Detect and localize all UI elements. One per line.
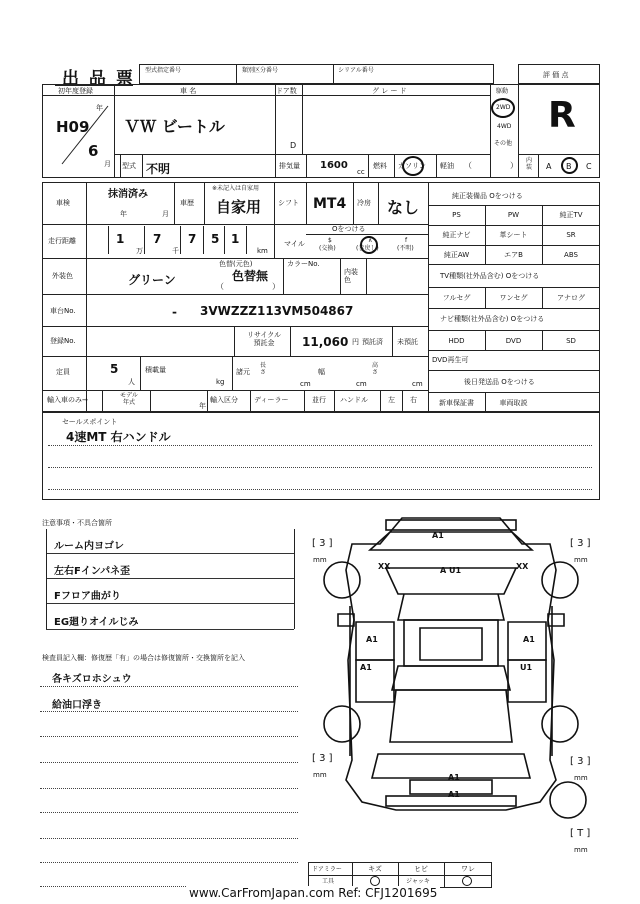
equip-aw: 純正AW: [443, 251, 470, 259]
import-year-mark: 年: [199, 402, 206, 410]
divider: [378, 182, 379, 224]
height-label: 高さ: [372, 362, 379, 376]
interior-c: C: [586, 162, 592, 171]
genuine-title: 純正装備品 Oをつける: [452, 192, 523, 200]
capacity-label: 定員: [56, 368, 70, 376]
sales-point-text: 4速MT 右ハンドル: [66, 430, 171, 444]
diagram-mark-left-door-rear: A1: [360, 663, 372, 672]
divider: [428, 205, 600, 206]
color-value: グリーン: [128, 273, 176, 287]
tread-fr-mm: mm: [574, 556, 588, 564]
ruled-line: [40, 736, 298, 737]
load-unit: kg: [216, 378, 225, 386]
divider: [380, 390, 381, 412]
divider: [114, 154, 490, 155]
dimensions-label: 諸元: [236, 368, 250, 376]
tread-fr: [ 3 ]: [570, 538, 591, 549]
navi-dvd: DVD: [505, 337, 522, 345]
mile-label: マイル: [284, 240, 305, 248]
sheet-title: 出 品 票: [62, 69, 135, 89]
tread-spare-value: T: [577, 828, 584, 839]
tread-fl-value: 3: [319, 538, 326, 549]
divider: [428, 225, 600, 226]
divider: [250, 390, 251, 412]
model-approval-label: 型式指定番号: [145, 67, 182, 74]
sales-point-label: セールスポイント: [62, 418, 118, 426]
ruled-line: [48, 467, 592, 468]
car-name: ＶＷ ビートル: [124, 117, 225, 136]
import-parallel: 並行: [312, 396, 326, 404]
opt2-circle: [360, 236, 378, 254]
tools-circle: [370, 876, 380, 886]
equip-airbag: エアB: [504, 251, 523, 259]
tv-title: TV種類(社外品含む) Oをつける: [440, 272, 540, 280]
mileage-digit-3: 7: [188, 232, 197, 246]
divider: [304, 390, 305, 412]
navi-title: ナビ種類(社外品含む) Oをつける: [440, 315, 545, 323]
divider: [42, 326, 428, 327]
vin-label: 車台No.: [50, 307, 76, 315]
fuel-paren-open: （: [464, 161, 472, 170]
divider: [42, 294, 428, 295]
divider: [174, 182, 175, 224]
handle-label: ハンドル: [340, 396, 368, 404]
length-label: 長さ: [260, 362, 267, 376]
handle-left: 左: [388, 396, 395, 404]
fuel-paren-close: ）: [510, 161, 518, 170]
tread-rr-mm: mm: [574, 774, 588, 782]
history-value: 自家用: [216, 198, 262, 216]
car-name-label: 車 名: [180, 87, 197, 95]
diagram-mark-left-front: XX: [378, 562, 391, 571]
divider: [274, 182, 275, 224]
drive-4wd: 4WD: [497, 123, 512, 130]
tv-oneseg: ワンセグ: [499, 294, 528, 302]
mileage-label: 走行距離: [48, 237, 76, 245]
fuel-gasoline-circle: [402, 156, 424, 176]
mileage-digit-5: 1: [231, 232, 240, 246]
displacement-label: 排気量: [279, 162, 300, 170]
import-dealer: ディーラー: [254, 396, 289, 404]
diagram-mark-left-door-front: A1: [366, 635, 378, 644]
import-type-label: 輸入区分: [210, 396, 238, 404]
ruled-line: [46, 603, 294, 604]
header-id-box: [139, 64, 494, 84]
doors-d: D: [290, 141, 297, 150]
divider: [428, 350, 600, 351]
diagram-mark-right-front: XX: [516, 562, 529, 571]
color-label: 外装色: [52, 272, 73, 280]
divider: [333, 64, 334, 84]
divider: [353, 182, 354, 224]
fuel-gasoline: ガソリン: [398, 162, 426, 170]
ruled-line: [40, 838, 298, 839]
tv-fullseg: フルセグ: [442, 294, 471, 302]
diagram-mark-right-door-front: A1: [523, 635, 535, 644]
divider: [394, 154, 395, 178]
opt1-mark: $: [328, 237, 332, 244]
divider: [368, 154, 369, 178]
drive-label: 駆動: [496, 88, 509, 95]
vin-dash: -: [172, 305, 177, 319]
divider: [538, 154, 539, 178]
divider: [306, 154, 307, 178]
mileage-digit-1: 1: [116, 232, 125, 246]
opt1-label: (交換): [319, 245, 336, 252]
divider: [42, 224, 428, 225]
recycle-label: リサイクル預託金: [246, 331, 282, 347]
opt2-mark: ∧: [368, 237, 373, 244]
equip-pw: PW: [507, 211, 520, 219]
divider: [366, 258, 367, 294]
legend-scratch: キズ: [368, 865, 382, 873]
ruled-line: [40, 762, 298, 763]
repaint-value: 色替無: [232, 269, 269, 283]
first-reg-year: H09: [56, 118, 90, 136]
color-no-label: カラーNo.: [287, 260, 320, 268]
divider: [203, 226, 204, 254]
year-mark: 年: [96, 104, 103, 112]
divider: [306, 234, 428, 235]
import-label: 輸入車のみ→: [47, 396, 88, 404]
divider: [224, 226, 225, 254]
divider: [108, 226, 109, 254]
divider: [42, 258, 428, 259]
divider: [180, 226, 181, 254]
dvd-label: DVD再生可: [432, 356, 469, 364]
recycle-not-deposited: 未預託: [397, 338, 418, 346]
shift-value: MT4: [313, 196, 347, 212]
legend-mirror: ドアミラー: [312, 866, 342, 873]
repaint-label: 色替(元色): [219, 260, 253, 268]
recycle-deposited: 預託済: [362, 338, 383, 346]
tv-analog: アナログ: [557, 294, 585, 302]
doors-label: ドア数: [276, 87, 297, 95]
diagram-mark-front: A1: [432, 531, 444, 540]
aftermarket-title: 後日発送品 Oをつける: [464, 378, 535, 386]
width-cm: cm: [356, 380, 367, 388]
vin-value: 3VWZZZ113VM504867: [200, 304, 354, 318]
equip-abs: ABS: [564, 251, 578, 259]
length-cm: cm: [300, 380, 311, 388]
ruled-line: [46, 553, 294, 554]
divider: [274, 224, 275, 258]
recycle-value: 11,060: [302, 335, 349, 349]
equip-leather: 革シート: [499, 231, 528, 239]
capacity-unit: 人: [128, 378, 135, 386]
mileage-digit-4: 5: [211, 232, 220, 246]
tread-spare: [ T ]: [570, 828, 591, 839]
rating-value: R: [548, 95, 576, 136]
tread-rr: [ 3 ]: [570, 756, 591, 767]
inspection-label: 車検: [56, 199, 70, 207]
opt2-label: (巻戻し): [356, 245, 379, 252]
diagram-mark-hood: A U1: [440, 566, 462, 575]
divider: [518, 84, 519, 178]
diagram-mark-rear: A1: [448, 790, 460, 799]
divider: [207, 390, 208, 412]
divider: [150, 390, 151, 412]
notes-label: 注意事項・不具合箇所: [42, 519, 112, 527]
ruled-line: [40, 788, 298, 789]
interior-b: B: [566, 162, 572, 171]
divider: [140, 356, 141, 390]
mileage-digit-2: 7: [153, 232, 162, 246]
interior-label: 内装: [526, 157, 533, 171]
divider: [234, 326, 235, 356]
mileage-man: 万: [136, 247, 143, 255]
car-damage-diagram: [300, 510, 600, 860]
tread-spare-mm: mm: [574, 846, 588, 854]
mileage-km: km: [257, 247, 268, 255]
tread-rl: [ 3 ]: [312, 753, 333, 764]
equip-ps: PS: [452, 211, 461, 219]
note-item-1: ルーム内ヨゴレ: [54, 541, 124, 552]
divider: [428, 330, 600, 331]
ruled-line: [40, 812, 298, 813]
mileage-sen: 千: [172, 247, 179, 255]
divider: [246, 226, 247, 254]
legend-break: ワレ: [461, 865, 475, 873]
ac-label: 冷房: [357, 199, 371, 207]
mileage-circle-note: Oをつける: [332, 225, 366, 233]
divider: [490, 84, 491, 178]
divider: [283, 258, 284, 294]
interior-b-circle: [561, 157, 578, 174]
ruled-line: [46, 629, 294, 630]
inspector-label: 検査員記入欄：修復歴「有」の場合は修復箇所・交換箇所を記入: [42, 654, 245, 662]
displacement-value: 1600: [320, 160, 348, 171]
ruled-line: [48, 445, 592, 446]
shift-label: シフト: [278, 199, 299, 207]
height-cm: cm: [412, 380, 423, 388]
width-label: 幅: [318, 368, 325, 376]
divider: [46, 529, 47, 629]
tread-fl-mm: mm: [313, 556, 327, 564]
displacement-unit: cc: [357, 168, 365, 176]
divider: [334, 390, 335, 412]
divider: [144, 226, 145, 254]
model-value: 不明: [146, 162, 171, 176]
divider: [42, 356, 428, 357]
tread-rl-value: 3: [319, 753, 326, 764]
first-reg-label: 初年度登録: [58, 87, 93, 95]
opt3-label: (不明): [397, 245, 414, 252]
divider: [402, 390, 403, 412]
divider: [86, 182, 87, 412]
divider: [428, 370, 600, 371]
divider: [436, 154, 437, 178]
history-label: 車歴: [180, 199, 194, 207]
divider: [518, 154, 600, 155]
drive-other: その他: [494, 140, 513, 147]
tread-fr-value: 3: [577, 538, 584, 549]
divider: [428, 287, 600, 288]
grade-label: グ レ ー ド: [372, 87, 407, 95]
divider: [114, 84, 115, 178]
interior-color-label: 内装色: [344, 268, 358, 284]
ruled-line: [46, 578, 294, 579]
model-year-label: モデル年式: [120, 392, 138, 406]
divider: [428, 308, 600, 309]
opt3-mark: f: [405, 237, 408, 244]
equip-sr: SR: [566, 231, 576, 239]
model-label: 型式: [122, 162, 136, 170]
divider: [275, 154, 276, 178]
ruled-line: [48, 489, 592, 490]
inspector-item-2: 給油口浮き: [52, 700, 102, 711]
note-item-4: EG廻りオイルじみ: [54, 617, 139, 628]
equip-tv: 純正TV: [559, 211, 583, 219]
legend-jack: ジャッキ: [406, 878, 430, 885]
registration-label: 登録No.: [50, 337, 76, 345]
divider: [236, 64, 237, 84]
color-paren-close: ）: [272, 282, 280, 291]
drive-2wd: 2WD: [496, 104, 511, 111]
inspector-item-1: 各キズロホシュウ: [52, 674, 132, 685]
equip-navi: 純正ナビ: [442, 231, 471, 239]
ruled-line: [40, 862, 298, 863]
divider: [340, 258, 341, 294]
divider: [428, 392, 600, 393]
tread-rr-value: 3: [577, 756, 584, 767]
fuel-label: 燃料: [373, 162, 387, 170]
divider: [294, 529, 295, 629]
drive-2wd-circle: [491, 98, 515, 118]
aftermarket-warranty: 新車保証書: [439, 399, 474, 407]
handle-right: 右: [410, 396, 417, 404]
divider: [42, 390, 428, 391]
interior-a: A: [546, 162, 552, 171]
inspection-value: 抹消済み: [108, 189, 148, 200]
divider: [120, 154, 121, 178]
first-reg-month: 6: [88, 142, 99, 160]
aftermarket-manual: 車両取説: [499, 399, 528, 407]
navi-sd: SD: [566, 337, 576, 345]
date-slash: [60, 104, 110, 166]
ruled-line: [40, 711, 298, 712]
divider: [204, 182, 205, 224]
category-label: 類別区分番号: [242, 67, 279, 74]
divider: [102, 390, 103, 412]
divider: [290, 326, 291, 356]
capacity-value: 5: [110, 362, 119, 376]
note-item-2: 左右Fインパネ歪: [54, 566, 131, 577]
navi-hdd: HDD: [448, 337, 465, 345]
note-item-3: Fフロア曲がり: [54, 591, 121, 602]
divider: [42, 95, 490, 96]
divider: [232, 356, 233, 390]
tread-rl-mm: mm: [313, 771, 327, 779]
legend-crack: ヒビ: [414, 865, 428, 873]
legend-tools: 工具: [322, 878, 335, 885]
sales-point-frame: [42, 412, 600, 500]
tread-fl: [ 3 ]: [312, 538, 333, 549]
jack-circle: [462, 876, 472, 886]
rating-label: 評 価 点: [543, 71, 569, 79]
diagram-mark-trunk: A1: [448, 773, 460, 782]
history-note: ※未記入は自家用: [212, 185, 260, 192]
divider: [142, 154, 143, 178]
diagram-mark-right-door-rear: U1: [520, 663, 533, 672]
divider: [428, 245, 600, 246]
inspection-year-mark: 年: [120, 210, 127, 218]
color-paren-open: （: [216, 282, 224, 291]
inspection-month-mark: 月: [162, 210, 169, 218]
fuel-diesel: 軽油: [440, 162, 454, 170]
divider: [392, 326, 393, 356]
ruled-line: [40, 686, 298, 687]
divider: [428, 264, 600, 265]
ac-value: なし: [387, 198, 420, 217]
divider: [306, 182, 307, 224]
watermark: www.CarFromJapan.com Ref: CFJ1201695: [186, 886, 440, 900]
month-mark: 月: [104, 160, 111, 168]
load-label: 積載量: [145, 366, 166, 374]
recycle-unit: 円: [352, 338, 359, 346]
serial-label: シリアル番号: [338, 67, 374, 74]
